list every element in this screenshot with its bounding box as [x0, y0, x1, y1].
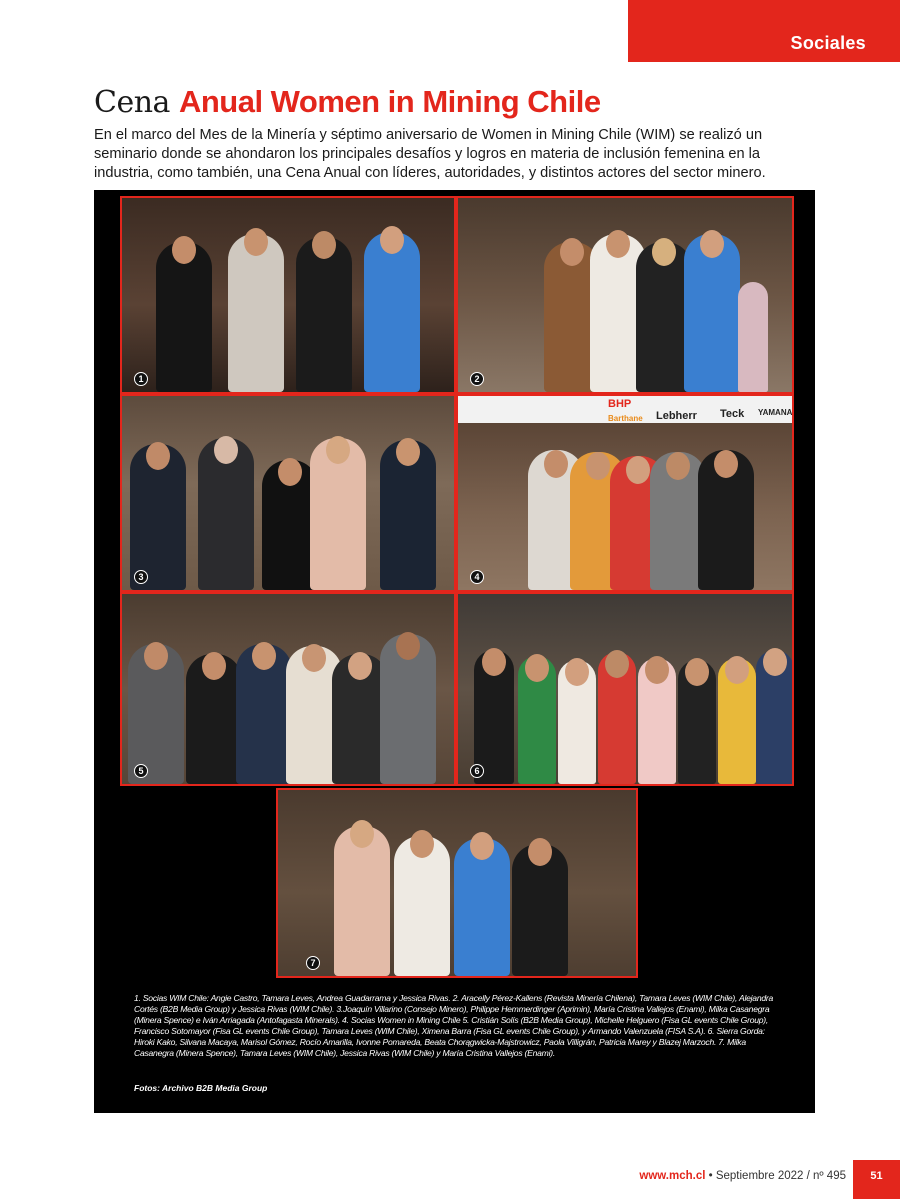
photo-7	[276, 788, 638, 978]
photo-1	[120, 196, 456, 394]
sponsor-logo-liebherr: Lebherr	[656, 410, 697, 422]
footer-site-link[interactable]: www.mch.cl	[639, 1170, 706, 1182]
footer-issue: • Septiembre 2022 / nº 495	[705, 1170, 846, 1182]
photo-number-4: 4	[470, 570, 484, 584]
photo-credits: Fotos: Archivo B2B Media Group	[134, 1083, 268, 1093]
sponsor-logo-bhp: BHP	[608, 398, 632, 410]
photo-number-2: 2	[470, 372, 484, 386]
title-bold: Anual Women in Mining Chile	[178, 84, 601, 119]
sponsor-logo-barthane: Barthane	[608, 414, 643, 423]
photo-2	[456, 196, 794, 394]
page-number: 51	[853, 1160, 900, 1199]
photo-5	[120, 592, 456, 786]
photo-caption: 1. Socias WIM Chile: Angie Castro, Tamara Leves, Andrea Guadarrama y Jessica Rivas. 2. Aracelly Pérez-Kallens (Revista Minería Chilena), Tamara Leves (WIM Chile), Alejandra Cortés (B2B Media Group) y Jessica Rivas (WIM Chile). 3.Joaquín Villarino (Consejo Minero), Philippe Hemmerdinger (Aprimin), María Cristina Vallejos (Enami), Milka Casanegra (Minera Spence) e Iván Arriagada (Antofagasta Minerals). 4. Socias Women in Mining Chile 5. Cristián Solís (B2B Media Group), Michelle Helguero (Fisa GL events Chile Group), Francisco Sotomayor (Fisa GL events Chile Group), Tamara Leves (WIM Chile), Ximena Barra (Fisa GL events Chile Group), y Armando Valenzuela (FISA S.A). 6. Sierra Gorda: Hiroki Kako, Silvana Macaya, Marisol Gómez, Rocío Amarilla, Ivonne Pomareda, Beata Chorągwicka-Majstrowicz, Paola Villigrán, Patricia Marey y Blazej Marzoch. 7. Milka Casanegra (Minera Spence), Tamara Leves (WIM Chile), Jessica Rivas (WIM Chile) y María Cristina Vallejos (Enami).	[134, 993, 774, 1058]
title-light: Cena	[94, 85, 179, 120]
photo-6	[456, 592, 794, 786]
photo-number-1: 1	[134, 372, 148, 386]
section-label: Sociales	[790, 33, 866, 53]
photo-number-5: 5	[134, 764, 148, 778]
intro-paragraph: En el marco del Mes de la Minería y séptimo aniversario de Women in Mining Chile (WIM) se realizó un seminario donde se ahondaron los principales desafíos y logros en materia de inclusión femenina en la industria, como también, una Cena Anual con líderes, autoridades, y distintos actores del sector minero.	[94, 127, 766, 181]
article-title	[94, 84, 601, 121]
section-tab	[628, 0, 900, 62]
photo-number-7: 7	[306, 956, 320, 970]
photo-4	[456, 394, 794, 592]
photo-3	[120, 394, 456, 592]
photo-number-3: 3	[134, 570, 148, 584]
photo-number-6: 6	[470, 764, 484, 778]
sponsor-logo-yamana: YAMANA	[758, 408, 793, 417]
page-footer	[639, 1170, 846, 1182]
sponsor-logo-teck: Teck	[720, 408, 745, 420]
